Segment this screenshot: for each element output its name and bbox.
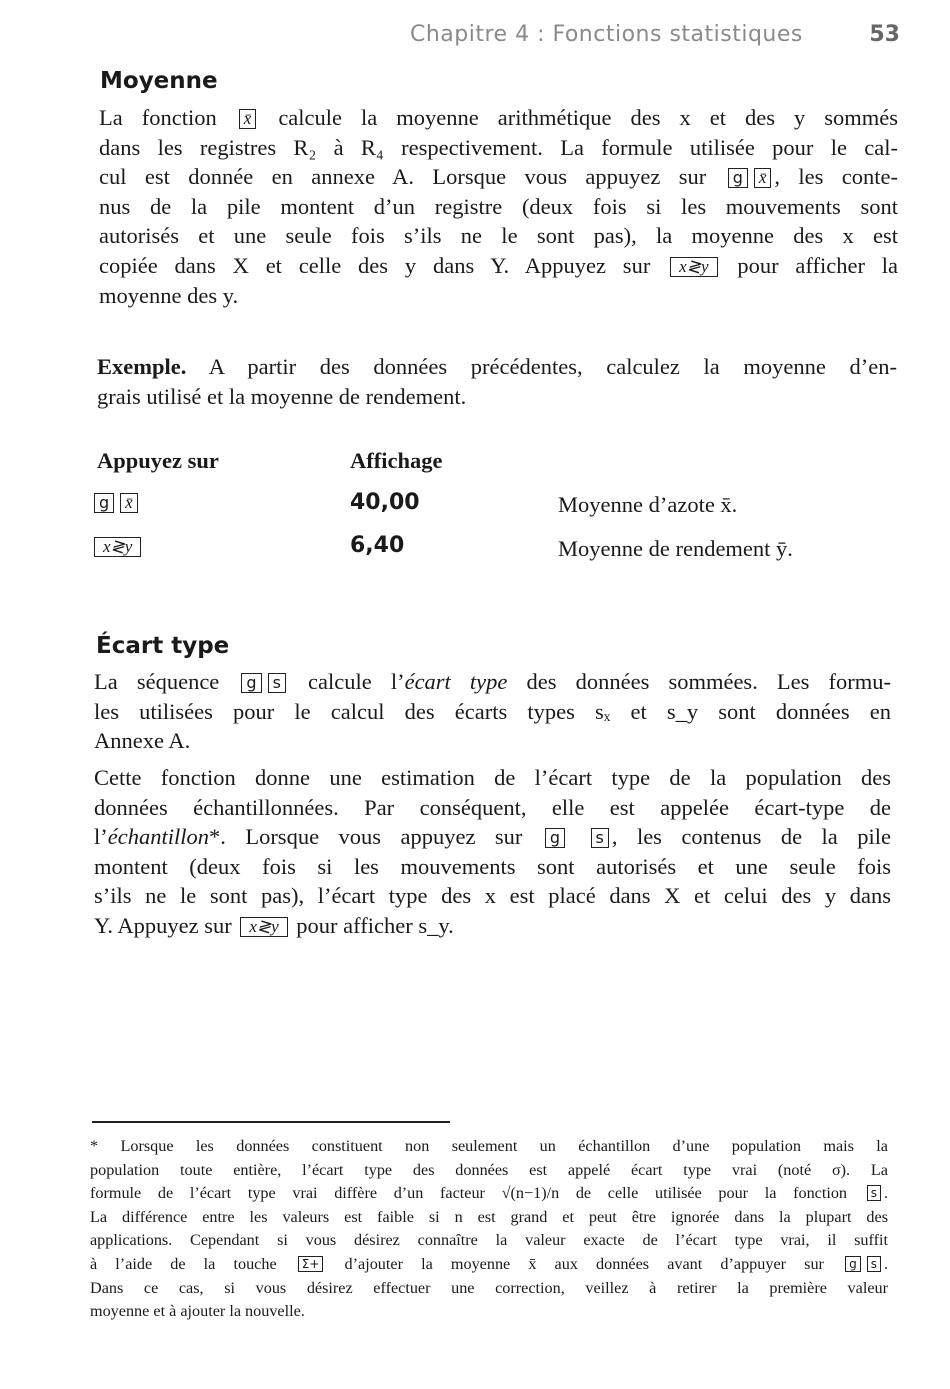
text-line: montent (deux fois si les mouvements sont autorisés et une seule fois [94, 853, 891, 879]
table-row-keys [94, 537, 144, 558]
footnote-divider [92, 1121, 450, 1123]
text-line: applications. Cependant si vous désirez connaître la valeur exacte de l’écart type vrai, il suffit [90, 1231, 888, 1250]
text-line: population toute entière, l’écart type des données est appelé écart type vrai (noté σ). La [90, 1160, 888, 1179]
text-line: Annexe A. [94, 728, 191, 754]
mean-key-icon: x̄ [120, 493, 138, 513]
g-key-icon: g [845, 1256, 861, 1272]
s-key-icon: s [867, 1256, 881, 1272]
text-line: s’ils ne le sont pas), l’écart type des x est placé dans X et celui des y dans [94, 883, 891, 909]
paragraph-ecart-1 [94, 667, 891, 756]
text-line: nus de la pile montent d’un registre (deux fois si les mouvements sont [99, 193, 898, 219]
text-line: moyenne des y. [99, 282, 239, 308]
section-title-ecart-type: Écart type [96, 633, 230, 659]
text-line: dans les registres R₂ à R₄ respectivement. La formule utilisée pour le cal- [99, 134, 898, 160]
text-line: les utilisées pour le calcul des écarts types sₓ et s_y sont données en [94, 698, 891, 724]
table-row-keys [94, 493, 141, 514]
sigma-plus-key-icon: Σ+ [298, 1256, 324, 1272]
column-header-display: Affichage [350, 448, 443, 473]
g-key-icon: g [94, 493, 114, 513]
example-label: Exemple. [97, 354, 187, 379]
g-key-icon: g [728, 168, 748, 188]
mean-key-icon: x̄ [754, 168, 772, 188]
paragraph-exemple [97, 352, 897, 411]
text-line: La différence entre les valeurs est faible si n est grand et peut être ignorée dans la plupart des [90, 1207, 888, 1226]
text-line: autorisés et une seule fois s’ils ne le sont pas), la moyenne des x est [99, 223, 898, 249]
text-line: Cette fonction donne une estimation de l’écart type de la population des [94, 765, 891, 790]
display-value: 6,40 [350, 533, 405, 558]
s-key-icon: s [591, 828, 609, 848]
swap-xy-key-icon: x≷y [240, 917, 287, 937]
text-line: grais utilisé et la moyenne de rendement. [97, 383, 467, 409]
g-key-icon: g [545, 828, 565, 848]
g-key-icon: g [241, 673, 261, 693]
text-line: à l’aide de la touche Σ+ d’ajouter la moyenne x̄ aux données avant d’appuyer sur g s . [90, 1254, 888, 1273]
text-line: formule de l’écart type vrai diffère d’un facteur √(n−1)/n de celle utilisée pour la fonction s . [90, 1184, 888, 1203]
paragraph-moyenne [99, 103, 898, 310]
section-title-moyenne: Moyenne [100, 68, 218, 94]
text-line: l’échantillon*. Lorsque vous appuyez sur g s , les contenus de la pile [94, 824, 891, 850]
footnote [90, 1135, 888, 1324]
text-line: Exemple. A partir des données précédentes, calculez la moyenne d’en- [97, 354, 897, 379]
swap-xy-key-icon: x≷y [94, 537, 141, 557]
row-description: Moyenne d’azote x̄. [558, 492, 738, 517]
running-head [410, 22, 900, 52]
swap-xy-key-icon: x≷y [670, 257, 717, 277]
text-line: moyenne et à ajouter la nouvelle. [90, 1302, 305, 1321]
chapter-title: Chapitre 4 : Fonctions statistiques [410, 22, 803, 47]
text-line: La fonction x̄ calcule la moyenne arithmétique des x et des y sommés [99, 105, 899, 130]
text-line: La séquence g s calcule l’écart type des données sommées. Les formu- [94, 669, 891, 694]
text-line: Dans ce cas, si vous désirez effectuer une correction, veillez à retirer la première valeur [90, 1278, 888, 1297]
column-header-keys: Appuyez sur [97, 448, 219, 473]
row-description: Moyenne de rendement ȳ. [558, 536, 793, 561]
page-number: 53 [869, 22, 900, 47]
s-key-icon: s [867, 1185, 881, 1201]
text-line: cul est donnée en annexe A. Lorsque vous appuyez sur g x̄ , les conte- [99, 164, 899, 190]
s-key-icon: s [268, 673, 286, 693]
text-line: données échantillonnées. Par conséquent, elle est appelée écart-type de [94, 794, 891, 820]
text-line: Y. Appuyez sur x≷y pour afficher s_y. [94, 912, 454, 938]
text-line: * Lorsque les données constituent non seulement un échantillon d’une population mais la [90, 1137, 888, 1155]
mean-key-icon: x̄ [239, 109, 257, 129]
paragraph-ecart-2 [94, 763, 891, 941]
text-line: copiée dans X et celle des y dans Y. Appuyez sur x≷y pour afficher la [99, 252, 899, 278]
display-value: 40,00 [350, 490, 420, 515]
